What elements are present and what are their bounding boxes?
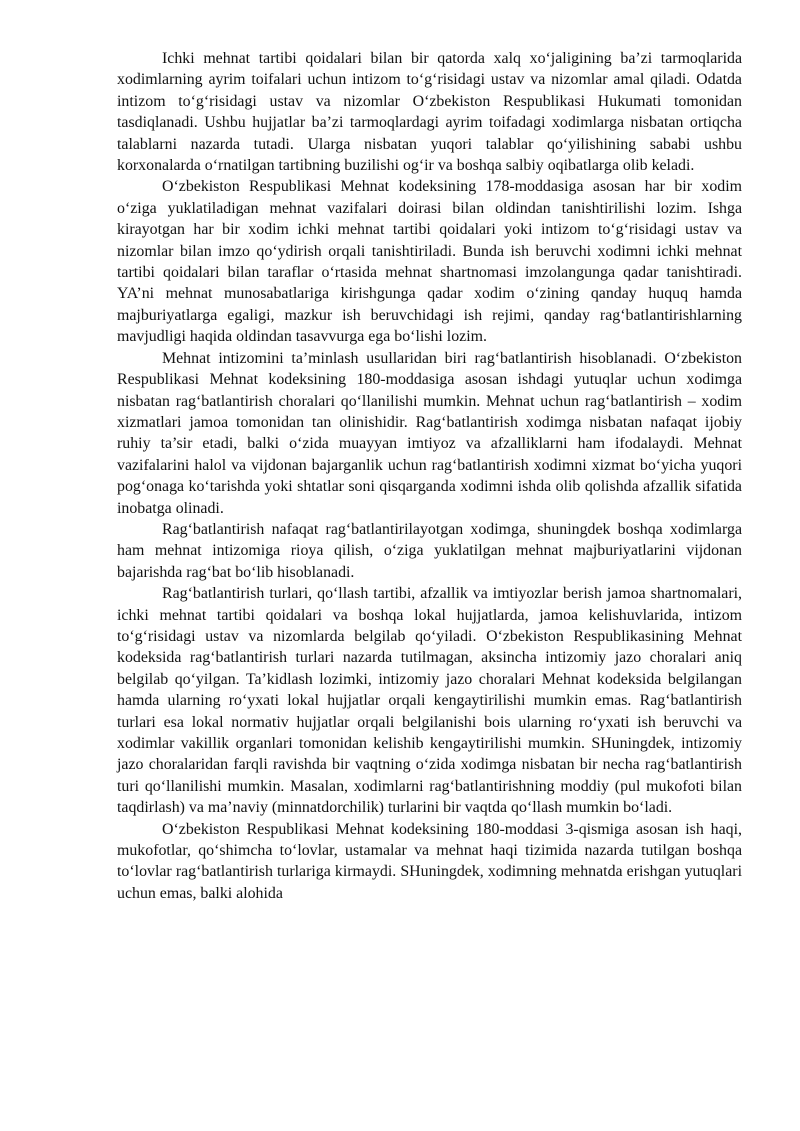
paragraph-incentive-methods: Mehnat intizomini ta’minlash usullaridan biri rag‘batlantirish hisoblanadi. O‘zbekiston Respublikasi Mehnat kodeksining 180-moddasiga asosan ishdagi yutuqlar uchun xodimga nisbatan rag‘batlantirish choralari qo‘llanilishi mumkin. Mehnat uchun rag‘batlantirish – xodim xizmatlari jamoa tomonidan tan olinishidir. Rag‘batlantirish xodimga nisbatan nafaqat ijobiy ruhiy ta’sir etadi, balki o‘zida muayyan imtiyoz va afzalliklarni ham ifodalaydi. Mehnat vazifalarini halol va vijdonan bajarganlik uchun rag‘batlantirish xodimni xizmat bo‘yicha yuqori pog‘onaga ko‘tarishda yoki shtatlar soni qisqarganda xodimni ishda olib qolishda afzallik sifatida inobatga olinadi. (117, 349, 742, 517)
paragraph-incentive-effect: Rag‘batlantirish nafaqat rag‘batlantirilayotgan xodimga, shuningdek boshqa xodimlarga ham mehnat intizomiga rioya qilish, o‘ziga yuklatilgan mehnat majburiyatlarini vijdonan bajarishda rag‘bat bo‘lib hisoblanadi. (117, 520, 742, 581)
document-page (117, 48, 742, 904)
paragraph-article-178: O‘zbekiston Respublikasi Mehnat kodeksining 178-moddasiga asosan har bir xodim o‘ziga yuklatiladigan mehnat vazifalari doirasi bilan oldindan tanishtirilishi lozim. Ishga kirayotgan har bir xodim ichki mehnat tartibi qoidalari yoki intizom to‘g‘risidagi ustav va nizomlar bilan imzo qo‘ydirish orqali tanishtiriladi. Bunda ish beruvchi xodimni ichki mehnat tartibi qoidalari bilan taraflar o‘rtasida mehnat shartnomasi imzolangunga qadar tanishtiradi. YA’ni mehnat munosabatlariga kirishgunga qadar xodim o‘zining qanday huquq hamda majburiyatlarga egaligi, mazkur ish beruvchidagi ish rejimi, qanday rag‘batlantirishlarning mavjudligi haqida oldindan tasavvurga ega bo‘lishi lozim. (117, 178, 742, 346)
paragraph-article-180: O‘zbekiston Respublikasi Mehnat kodeksining 180-moddasi 3-qismiga asosan ish haqi, mukofotlar, qo‘shimcha to‘lovlar, ustamalar va mehnat haqi tizimida nazarda tutilgan boshqa to‘lovlar rag‘batlantirish turlariga kirmaydi. SHuningdek, xodimning mehnatda erishgan yutuqlari uchun emas, balki alohida (117, 820, 742, 902)
paragraph-internal-rules: Ichki mehnat tartibi qoidalari bilan bir qatorda xalq xo‘jaligining ba’zi tarmoqlarida xodimlarning ayrim toifalari uchun intizom to‘g‘risidagi ustav va nizomlar amal qiladi. Odatda intizom to‘g‘risidagi ustav va nizomlar O‘zbekiston Respublikasi Hukumati tomonidan tasdiqlanadi. Ushbu hujjatlar ba’zi tarmoqlardagi ayrim toifadagi xodimlarga nisbatan ortiqcha talablarni nazarda tutadi. Ularga nisbatan yuqori talablar qo‘yilishining sababi ushbu korxonalarda o‘rnatilgan tartibning buzilishi og‘ir va boshqa salbiy oqibatlarga olib keladi. (117, 50, 742, 175)
paragraph-incentive-types: Rag‘batlantirish turlari, qo‘llash tartibi, afzallik va imtiyozlar berish jamoa shartnomalari, ichki mehnat tartibi qoidalari va boshqa lokal hujjatlarda, jamoa kelishuvlarida, intizom to‘g‘risidagi ustav va nizomlarda belgilab qo‘yiladi. O‘zbekiston Respublikasining Mehnat kodeksida rag‘batlantirish turlari nazarda tutilmagan, aksincha intizomiy jazo choralari aniq belgilab qo‘yilgan. Ta’kidlash lozimki, intizomiy jazo choralari Mehnat kodeksida belgilangan hamda ularning ro‘yxati lokal hujjatlar orqali kengaytirilishi mumkin emas. Rag‘batlantirish turlari esa lokal normativ hujjatlar orqali belgilanishi bois ularning ro‘yxati ish beruvchi va xodimlar vakillik organlari tomonidan kelishib kengaytirilishi mumkin. SHuningdek, intizomiy jazo choralaridan farqli ravishda bir vaqtning o‘zida xodimga nisbatan bir necha rag‘batlantirish turi qo‘llanilishi mumkin. Masalan, xodimlarni rag‘batlantirishning moddiy (pul mukofoti bilan taqdirlash) va ma’naviy (minnatdorchilik) turlarini bir vaqtda qo‘llash mumkin bo‘ladi. (117, 585, 742, 817)
